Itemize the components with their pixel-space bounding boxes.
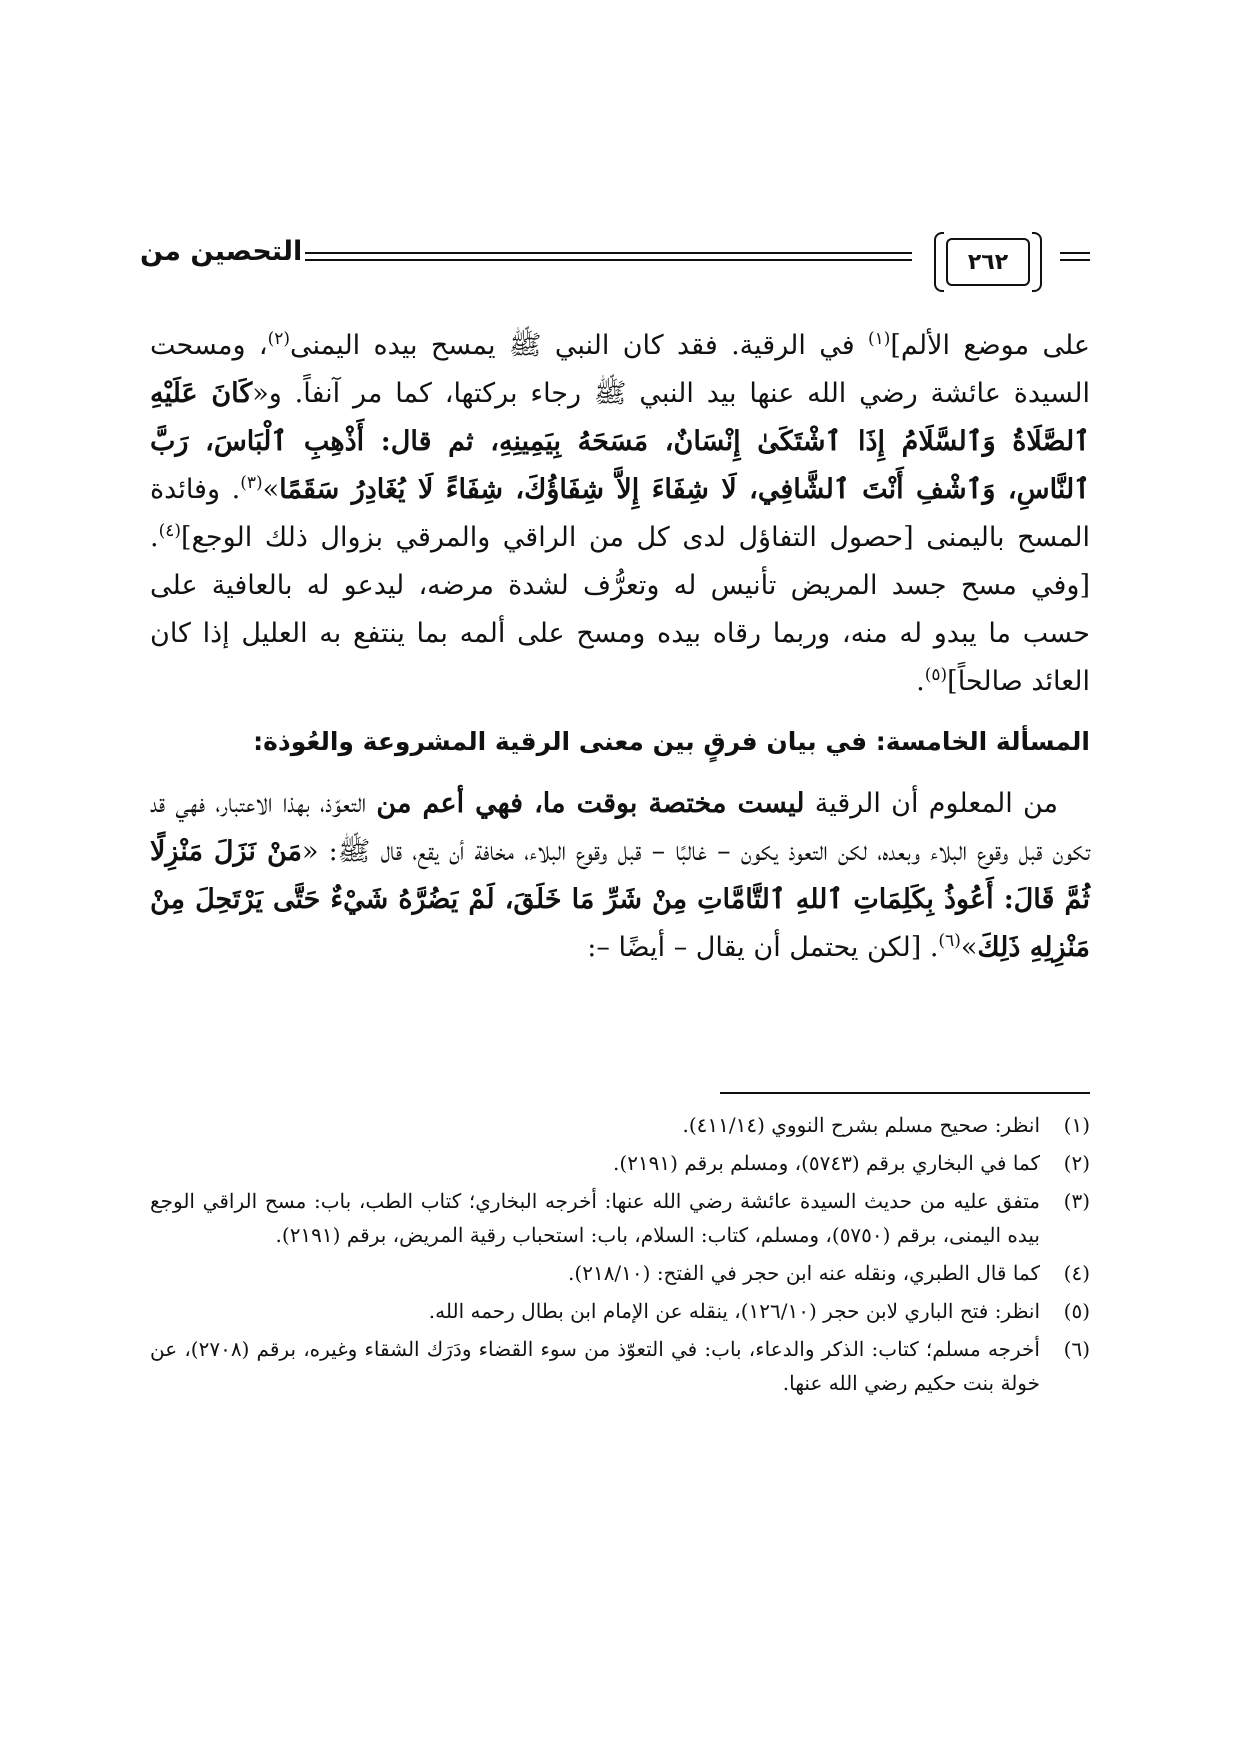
footnote-number: (٤) bbox=[1063, 1261, 1090, 1285]
footnote bbox=[150, 1184, 1090, 1252]
body-text bbox=[150, 322, 1090, 972]
text-run: ، ومسحت السيدة عائشة رضي الله عنها بيد النبي ﷺ رجاء بركتها، كما مر آنفاً. و« bbox=[150, 330, 1091, 409]
footnote-number: (٣) bbox=[1063, 1189, 1090, 1213]
footnote-number: (٥) bbox=[1063, 1299, 1090, 1323]
footnote-text: انظر: فتح الباري لابن حجر (١٢٦/١٠)، ينقله عن الإمام ابن بطال رحمه الله. bbox=[428, 1299, 1040, 1323]
footnote-ref[interactable]: (٢) bbox=[267, 329, 291, 349]
footnote-divider bbox=[720, 1092, 1090, 1094]
footnote-ref[interactable]: (٤) bbox=[158, 521, 182, 541]
page-header bbox=[140, 230, 1090, 290]
text-run: في الرقية. فقد كان النبي ﷺ يمسح بيده اليمنى bbox=[290, 330, 868, 361]
text-run: » bbox=[262, 474, 280, 505]
text-run: ثم قال: bbox=[364, 426, 491, 457]
footnote-text: كما في البخاري برقم (٥٧٤٣)، ومسلم برقم (٢١٩١). bbox=[613, 1151, 1040, 1175]
text-run: . bbox=[916, 666, 925, 697]
footnote bbox=[150, 1294, 1090, 1328]
text-run: . [وفي مسح جسد المريض تأنيس له وتعرُّف لشدة مرضه، ليدعو له بالعافية على حسب ما يبدو له منه، وربما رقاه بيده ومسح على ألمه بما ينتفع به العليل إذا كان العائد صالحاً] bbox=[150, 522, 1090, 697]
bold-text: ليست مختصة بوقت ما، فهي أعم من bbox=[376, 788, 805, 819]
footnote-number: (٢) bbox=[1063, 1151, 1090, 1175]
footnotes bbox=[150, 1108, 1090, 1404]
text-run: » bbox=[960, 932, 978, 963]
footnote-ref[interactable]: (١) bbox=[867, 329, 891, 349]
footnote-text: كما قال الطبري، ونقله عنه ابن حجر في الفتح: (٢١٨/١٠). bbox=[568, 1261, 1040, 1285]
paragraph-2 bbox=[150, 780, 1090, 972]
footnote-text: انظر: صحيح مسلم بشرح النووي (٤١١/١٤). bbox=[682, 1113, 1040, 1137]
footnote-text: متفق عليه من حديث السيدة عائشة رضي الله عنها: أخرجه البخاري؛ كتاب الطب، باب: مسح الراقي الوجع بيده اليمنى، برقم (٥٧٥٠)، ومسلم، كتاب: السلام، باب: استحباب رقية المريض، برقم (٢١٩١). bbox=[150, 1189, 1040, 1247]
footnote bbox=[150, 1332, 1090, 1400]
footnote-number: (٦) bbox=[1063, 1337, 1090, 1361]
footnote-number: (١) bbox=[1063, 1113, 1090, 1137]
footnote-ref[interactable]: (٥) bbox=[924, 665, 948, 685]
text-run: على موضع الألم] bbox=[890, 330, 1090, 361]
page-number: ٢٦٢ bbox=[946, 238, 1030, 286]
section-heading: المسألة الخامسة: في بيان فرقٍ بين معنى الرقية المشروعة والعُوذة: bbox=[253, 727, 1090, 756]
paragraph-1 bbox=[150, 322, 1090, 706]
text-run: من المعلوم أن الرقية bbox=[804, 788, 1058, 819]
hadith-text: كَانَ عَلَيْهِ ٱلصَّلَاةُ وَٱلسَّلَامُ إِذَا ٱشْتَكَىٰ إِنْسَانٌ، مَسَحَهُ بِيَمِينِهِ، bbox=[150, 378, 1090, 457]
footnote bbox=[150, 1256, 1090, 1290]
text-run: . [لكن يحتمل أن يقال – أيضًا –: bbox=[587, 932, 939, 963]
footnote-ref[interactable]: (٦) bbox=[938, 931, 961, 951]
footnote-text: أخرجه مسلم؛ كتاب: الذكر والدعاء، باب: في التعوّذ من سوء القضاء ودَرَك الشقاء وغيره، برقم (٢٧٠٨)، عن خولة بنت حكيم رضي الله عنها. bbox=[150, 1337, 1040, 1395]
running-title: التحصين من bbox=[140, 236, 303, 267]
header-rule bbox=[305, 252, 912, 261]
footnote bbox=[150, 1146, 1090, 1180]
footnote-ref[interactable]: (٣) bbox=[240, 473, 263, 493]
hadith-text: أَذْهِبِ ٱلْبَاسَ، رَبَّ ٱلنَّاسِ، وَٱشْفِ أَنْتَ ٱلشَّافِي، لَا شِفَاءَ إِلاَّ شِفَاؤُكَ، شِفَاءً لَا يُغَادِرُ سَقَمًا bbox=[150, 426, 1090, 505]
footnote bbox=[150, 1108, 1090, 1142]
text-run: التعوّذ، بهذا الاعتبار، فهي قد تكون قبل وقوع البلاء وبعده، لكن التعوذ يكون – غالبًا – قبل وقوع البلاء، مخافة أن يقع، قال ﷺ: « bbox=[150, 788, 1090, 867]
text-run: . وفائدة المسح باليمنى [حصول التفاؤل لدى كل من الراقي والمرقي بزوال ذلك الوجع] bbox=[150, 474, 1090, 553]
hadith-text: مَنْ نَزَلَ مَنْزِلًا ثُمَّ قَالَ: أَعُوذُ بِكَلِمَاتِ ٱللهِ ٱلتَّامَّاتِ مِنْ شَرِّ مَا خَلَقَ، لَمْ يَضُرَّهُ شَيْءٌ حَتَّى يَرْتَحِلَ مِنْ مَنْزِلِهِ ذَلِكَ bbox=[150, 836, 1090, 963]
header-rule-right bbox=[1060, 252, 1090, 261]
